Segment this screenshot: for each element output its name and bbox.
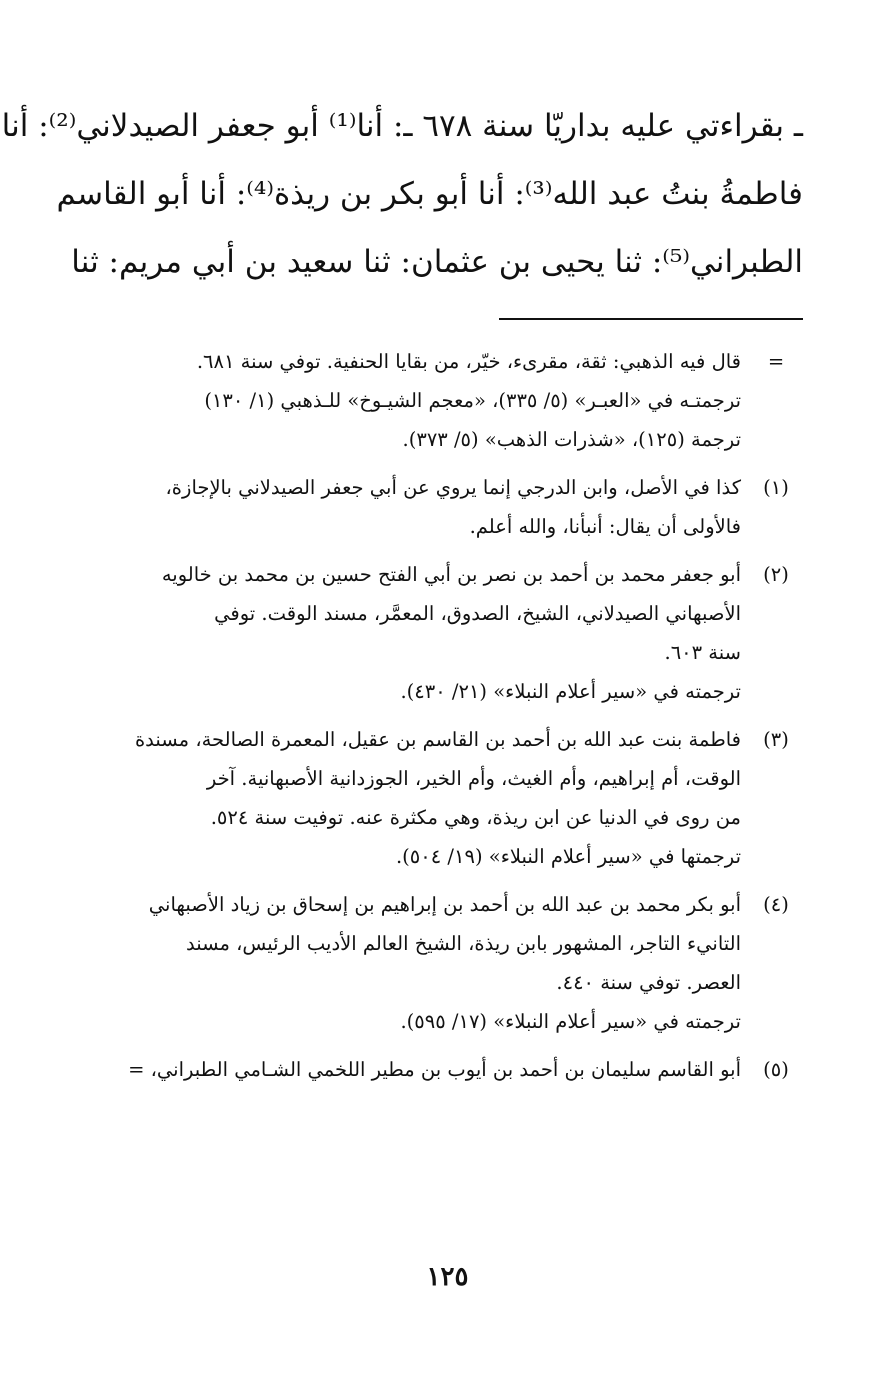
footnote-line: من روى في الدنيا عن ابن ريذة، وهي مكثرة عنه. توفيت سنة ٥٢٤.: [210, 806, 741, 829]
book-page: [1, 92, 803, 1388]
footnote-line: أبو القاسم سليمان بن أحمد بن أيوب بن مطير اللخمي الشـامي الطبراني، =: [128, 1058, 741, 1081]
footnote-reference: ترجمته في «سير أعلام النبلاء» (٢١/ ٤٣٠).: [400, 680, 741, 703]
footnote-line: كذا في الأصل، وابن الدرجي إنما يروي عن أبي جعفر الصيدلاني بالإجازة،: [165, 476, 741, 499]
footnote-marker: (٢): [763, 563, 789, 586]
footnote-line: فالأولى أن يقال: أنبأنا، والله أعلم.: [469, 515, 741, 538]
footnote-marker: (٣): [763, 728, 789, 751]
page-number: ١٢٥: [426, 1262, 469, 1292]
main-text-line: فاطمةُ بنتُ عبد الله⁽³⁾: أنا أبو بكر بن ريذة⁽⁴⁾: أنا أبو القاسم: [56, 176, 803, 212]
footnote-marker: (٤): [763, 893, 789, 916]
footnote-line: ترجمة (١٢٥)، «شذرات الذهب» (٥/ ٣٧٣).: [402, 428, 741, 451]
footnote-marker: (٥): [763, 1058, 789, 1081]
footnote-marker: =: [767, 350, 785, 373]
footnote-continued: [92, 342, 803, 459]
footnote-reference: ترجمته في «سير أعلام النبلاء» (١٧/ ٥٩٥).: [400, 1010, 741, 1033]
main-text: [1, 92, 803, 296]
footnote-line: أبو بكر محمد بن عبد الله بن أحمد بن إبراهيم بن إسحاق بن زياد الأصبهاني: [148, 893, 741, 916]
footnote-line: قال فيه الذهبي: ثقة، مقرىء، خيّر، من بقايا الحنفية. توفي سنة ٦٨١.: [196, 350, 741, 373]
footnote-3: [92, 720, 803, 876]
footnote-4: [92, 885, 803, 1041]
footnote-2: [92, 555, 803, 711]
footnotes: [92, 342, 803, 1098]
footnote-line: ترجمتـه في «العبـر» (٥/ ٣٣٥)، «معجم الشيـوخ» للـذهبي (١/ ١٣٠): [204, 389, 741, 412]
footnote-line: الوقت، أم إبراهيم، وأم الغيث، وأم الخير، الجوزدانية الأصبهانية. آخر: [206, 767, 741, 790]
footnote-line: أبو جعفر محمد بن أحمد بن نصر بن أبي الفتح حسين بن محمد بن خالويه: [161, 563, 741, 586]
footnote-line: فاطمة بنت عبد الله بن أحمد بن القاسم بن عقيل، المعمرة الصالحة، مسندة: [134, 728, 741, 751]
footnote-line: الأصبهاني الصيدلاني، الشيخ، الصدوق، المعمَّر، مسند الوقت. توفي: [214, 602, 741, 625]
footnote-line: العصر. توفي سنة ٤٤٠.: [556, 971, 741, 994]
footnote-1: [92, 468, 803, 546]
main-text-line: ـ بقراءتي عليه بداريّا سنة ٦٧٨ ـ: أنا⁽¹⁾ أبو جعفر الصيدلاني⁽²⁾: أنا: [1, 108, 803, 144]
footnote-line: سنة ٦٠٣.: [664, 641, 741, 664]
main-text-line: الطبراني⁽⁵⁾: ثنا يحيى بن عثمان: ثنا سعيد بن أبي مريم: ثنا: [71, 244, 803, 280]
footnote-reference: ترجمتها في «سير أعلام النبلاء» (١٩/ ٥٠٤).: [395, 845, 741, 868]
footnote-line: التانيء التاجر، المشهور بابن ريذة، الشيخ العالم الأديب الرئيس، مسند: [185, 932, 741, 955]
footnote-5: [92, 1050, 803, 1089]
footnote-separator: [499, 318, 803, 320]
footnote-marker: (١): [763, 476, 789, 499]
